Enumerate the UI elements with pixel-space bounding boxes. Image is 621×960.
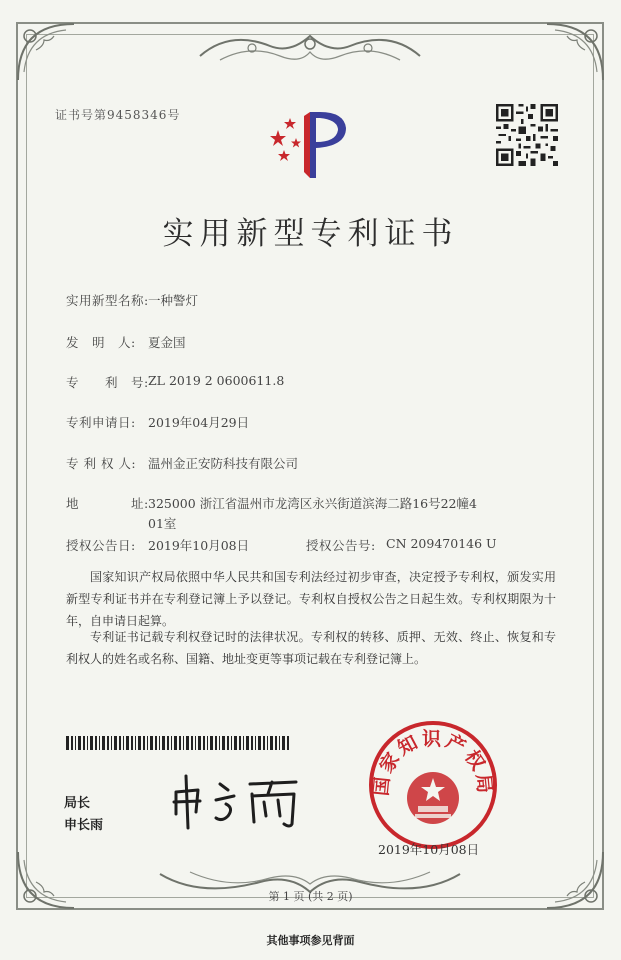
field-label: 地 址:	[66, 496, 149, 511]
legal-paragraph-1: 国家知识产权局依照中华人民共和国专利法经过初步审查，决定授予专利权，颁发实用新型专利证书并在专利登记簿上予以登记。专利权自授权公告之日起生效。专利权期限为十年，自申请日起算。	[66, 570, 556, 628]
field-label: 专 利 号:	[66, 375, 149, 390]
certificate-title: 实用新型专利证书	[162, 216, 459, 252]
seal-text: 国家知识产权局	[370, 728, 496, 797]
patent-office-logo-icon	[262, 108, 358, 180]
field-value: 2019年04月29日	[148, 415, 250, 430]
field-value-line2: 01室	[148, 516, 177, 531]
field-value: ZL 2019 2 0600611.8	[148, 373, 285, 388]
field-label: 专利申请日:	[66, 415, 136, 430]
field-value: 一种警灯	[148, 293, 199, 308]
field-label: 专 利 权 人:	[66, 456, 137, 471]
handwritten-signature	[168, 770, 308, 834]
announce-number-value: CN 209470146 U	[386, 536, 497, 551]
footer-note: 其他事项参见背面	[266, 934, 355, 947]
field-value: 温州金正安防科技有限公司	[148, 456, 299, 471]
announce-date-label: 授权公告日:	[66, 538, 136, 553]
director-name: 申长雨	[64, 818, 104, 833]
field-value: 325000 浙江省温州市龙湾区永兴街道滨海二路16号22幢4	[148, 496, 477, 511]
official-seal	[368, 720, 498, 850]
director-title: 局长	[64, 796, 91, 811]
barcode-icon	[66, 736, 290, 750]
page-number: 第 1 页 (共 2 页)	[268, 890, 353, 903]
corner-ornament-top-right	[537, 20, 607, 90]
field-label: 发 明 人:	[66, 335, 136, 350]
top-ornament	[190, 26, 430, 72]
field-value: 夏金国	[148, 335, 186, 350]
certificate-number: 证书号第9458346号	[55, 108, 181, 122]
legal-paragraph-2: 专利证书记载专利权登记时的法律状况。专利权的转移、质押、无效、终止、恢复和专利权人的姓名或名称、国籍、地址变更等事项记载在专利登记簿上。	[66, 630, 556, 666]
announce-number-label: 授权公告号:	[306, 538, 376, 553]
corner-ornament-top-left	[14, 20, 84, 90]
qr-code-icon	[496, 104, 558, 166]
seal-date: 2019年10月08日	[378, 842, 480, 857]
announce-date-value: 2019年10月08日	[148, 538, 250, 553]
field-label: 实用新型名称:	[66, 293, 149, 308]
